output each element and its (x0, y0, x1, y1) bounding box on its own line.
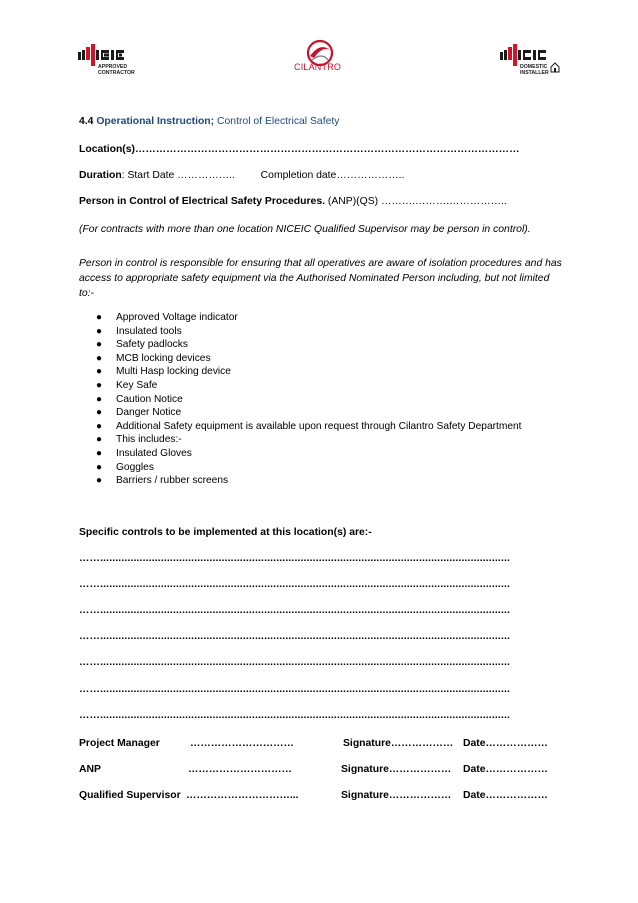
list-item: ● Safety padlocks (96, 339, 188, 351)
house-icon (550, 62, 560, 73)
section-subheading: Control of Electrical Safety (217, 116, 340, 127)
niceic-logo-icon (500, 44, 548, 66)
controls-line[interactable]: ……....................................................................................................................................... (79, 657, 511, 668)
bullet-icon: ● (96, 393, 103, 405)
controls-line[interactable]: ……....................................................................................................................................... (79, 605, 511, 616)
location-label: Location(s) (79, 144, 135, 155)
person-in-control-label: Person in Control of Electrical Safety Procedures. (79, 196, 325, 207)
signoff-name-field[interactable]: ………………………… (190, 738, 294, 749)
left-logo-line2: CONTRACTOR (98, 69, 135, 76)
right-logo-line2: INSTALLER (520, 69, 549, 76)
list-item: ● Approved Voltage indicator (96, 312, 238, 323)
header-logos (0, 38, 638, 78)
person-in-control-row (79, 196, 507, 207)
signoff-date-field[interactable]: Date……………… (463, 790, 548, 801)
list-item: ● Barriers / rubber screens (96, 475, 229, 487)
signoff-project-manager (79, 738, 565, 758)
bullet-icon: ● (96, 475, 103, 487)
signoff-qualified-supervisor (79, 790, 565, 810)
bullet-icon: ● (96, 461, 103, 473)
list-item: ● Insulated tools (96, 325, 182, 337)
bullet-icon: ● (96, 339, 103, 351)
duration-label: Duration (79, 170, 122, 181)
list-item: ● Caution Notice (96, 393, 183, 405)
controls-line[interactable]: ……....................................................................................................................................... (79, 579, 511, 590)
location-row (79, 144, 519, 155)
cilantro-wordmark: CILANTRO (294, 62, 342, 72)
bullet-icon: ● (96, 325, 103, 337)
bullet-icon: ● (96, 366, 103, 378)
duration-row (79, 170, 404, 181)
completion-date-field[interactable]: Completion date……………….. (260, 170, 405, 181)
bullet-icon: ● (96, 434, 103, 446)
list-item: ● Key Safe (96, 379, 158, 391)
signoff-name-field[interactable]: …………………………... (186, 790, 299, 801)
note-person-in-control: Person in control is responsible for ensuring that all operatives are aware of isolation procedures and has access to appropriate safety equipment via the Authorised Nominated Person including, but not limited to:- (79, 258, 562, 299)
section-number: 4.4 (79, 116, 94, 127)
signoff-date-field[interactable]: Date……………… (463, 738, 548, 749)
signoff-name-field[interactable]: ………………………… (188, 764, 292, 775)
signoff-signature-field[interactable]: Signature……………… (341, 790, 452, 801)
signoff-role: Qualified Supervisor (79, 790, 181, 801)
controls-heading: Specific controls to be implemented at this location(s) are:- (79, 527, 372, 538)
signoff-signature-field[interactable]: Signature……………… (343, 738, 454, 749)
signoff-role: ANP (79, 764, 101, 775)
list-item: ● MCB locking devices (96, 352, 211, 364)
start-date-field[interactable]: : Start Date …………….. (121, 170, 235, 181)
controls-line[interactable]: ……....................................................................................................................................... (79, 631, 511, 642)
niceic-approved-contractor-logo (78, 44, 138, 78)
bullet-icon: ● (96, 352, 103, 364)
bullet-icon: ● (96, 407, 103, 419)
bullet-icon: ● (96, 312, 103, 323)
section-heading-title: Operational Instruction; (96, 116, 215, 127)
niceic-logo-icon (78, 44, 138, 66)
controls-line[interactable]: ……....................................................................................................................................... (79, 684, 511, 695)
person-in-control-field[interactable]: (ANP)(QS) ……….……….…………….. (327, 196, 507, 207)
list-item: ● Additional Safety equipment is available upon request through Cilantro Safety Department (96, 420, 522, 432)
controls-line[interactable]: ……....................................................................................................................................... (79, 553, 511, 564)
signoff-date-field[interactable]: Date……………… (463, 764, 548, 775)
list-item: ● Multi Hasp locking device (96, 366, 231, 378)
bullet-icon: ● (96, 420, 103, 432)
signoff-role: Project Manager (79, 738, 160, 749)
signoff-signature-field[interactable]: Signature……………… (341, 764, 452, 775)
note-multiple-locations: (For contracts with more than one location NICEIC Qualified Supervisor may be person in control). (79, 224, 531, 235)
cilantro-logo (292, 38, 348, 78)
section-heading (79, 116, 339, 127)
bullet-icon: ● (96, 379, 103, 391)
list-item: ● Danger Notice (96, 407, 182, 419)
left-logo-line1: APPROVED (98, 64, 128, 70)
signoff-anp (79, 764, 565, 784)
list-item: ● Goggles (96, 461, 154, 473)
controls-line[interactable]: ……....................................................................................................................................... (79, 710, 511, 721)
bullet-icon: ● (96, 447, 103, 459)
niceic-domestic-installer-logo (500, 44, 562, 78)
list-item: ● This includes:- (96, 434, 182, 446)
location-dots[interactable]: ………………………………………………………………………………………………… (135, 144, 520, 155)
list-item: ● Insulated Gloves (96, 447, 192, 459)
right-logo-line1: DOMESTIC (520, 64, 548, 70)
